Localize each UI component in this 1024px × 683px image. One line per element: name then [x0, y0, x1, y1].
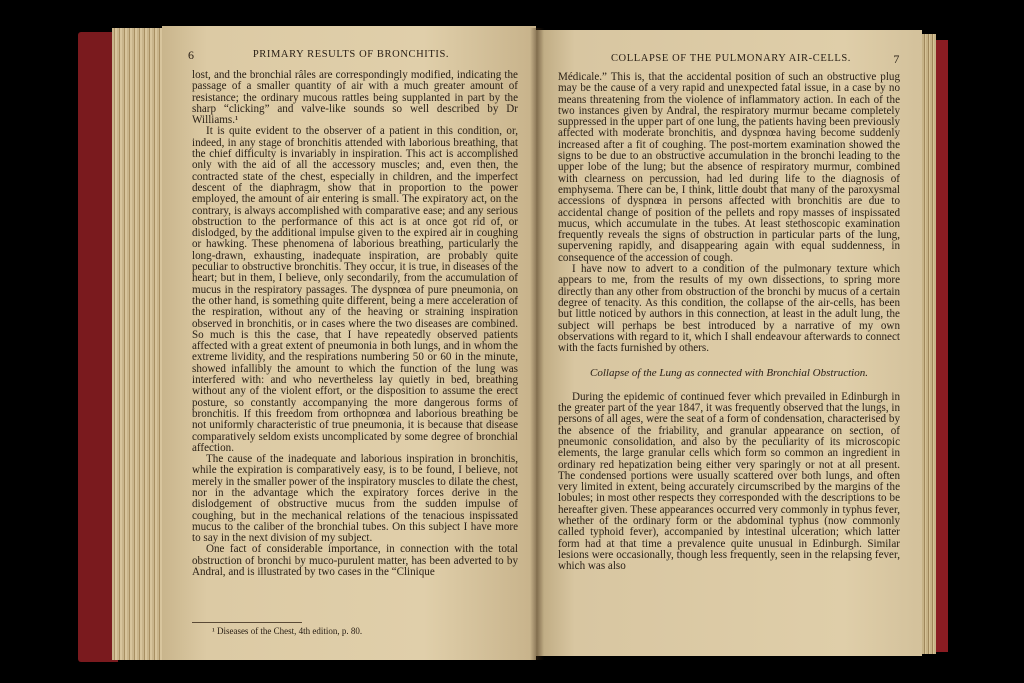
page-edges-left: [112, 28, 166, 660]
footnote: ¹ Diseases of the Chest, 4th edition, p. 80.: [212, 626, 363, 636]
footnote-rule: [192, 622, 302, 623]
paragraph: I have now to advert to a condition of the pulmonary texture which appears to me, from the results of my own dissections, to spring more directly than any other from obstruction of the bronchi by mucus of a certain degree of tenacity. As this condition, the collapse of the air-cells, has been but little noticed by authors in this connection, at least in the adult lung, the subject will perhaps be best introduced by a narrative of my own observations with regard to it, which I shall endeavour afterwards to connect with the facts furnished by others.: [558, 263, 900, 355]
section-subheading: Collapse of the Lung as connected with Bronchial Obstruction.: [590, 367, 868, 380]
right-page-header: [562, 52, 900, 66]
paragraph: Médicale.” This is, that the accidental position of such an obstructive plug may be the cause of a very rapid and unexpected fatal issue, in a case by no means threatening from the violence of inflammatory action. In each of the two instances given by Andral, the respiratory murmur became completely suppressed in the upper part of one lung, the patients having been previously affected with moderate bronchitis, and dyspnœa having become suddenly increased after a fit of coughing. The post-mortem examination showed the signs to be due to an obstructive accumulation in the bronchi leading to the upper lobe of the lung; but the absence of respiratory murmur, combined with clearness on percussion, had led during life to the diagnosis of emphysema. There can be, I think, little doubt that many of the paroxysmal accessions of dyspnœa in persons affected with bronchitis are due to accidental change of position of the pellets and ropy masses of inspissated mucus, which accumulate in the tubes. At least stethoscopic examination frequently reveals the signs of obstruction in particular parts of the lung, supervening rapidly, and disappearing again with equal suddenness, in consequence of the accession of cough.: [558, 71, 900, 264]
open-book: [78, 24, 948, 664]
paragraph: The cause of the inadequate and laborious inspiration in bronchitis, while the expiration is comparatively easy, is to be found, I believe, not merely in the smaller power of the inspiratory muscles to dilate the chest, nor in the advantage which the expiratory forces derive in the dislodgement of obstructive mucus from the sudden impulse of coughing, but in the mechanical relations of the tenacious inspissated mucus to the caliber of the bronchial tubes. On this subject I have more to say in the next division of my subject.: [192, 453, 518, 545]
paragraph: lost, and the bronchial râles are correspondingly modified, indicating the passage of a smaller quantity of air with a much greater amount of resistance; the ordinary mucous rattles being supplanted in part by the sharp “clicking” and valve-like sounds so well described by Dr Williams.¹: [192, 69, 518, 127]
left-page-text: [192, 70, 518, 578]
paragraph: One fact of considerable importance, in connection with the total obstruction of bronchi by muco-purulent matter, has been adverted to by Andral, and is illustrated by two cases in the “Clinique: [192, 543, 518, 579]
running-head: PRIMARY RESULTS OF BRONCHITIS.: [252, 49, 450, 60]
page-number: 6: [188, 48, 195, 62]
left-page-header: [188, 48, 514, 62]
book-gutter: [530, 28, 544, 660]
book-cover-right: [934, 40, 948, 652]
running-head: COLLAPSE OF THE PULMONARY AIR-CELLS.: [610, 53, 852, 64]
paragraph: During the epidemic of continued fever which prevailed in Edinburgh in the greater part of the year 1847, it was frequently observed that the lungs, in persons of all ages, were the seat of a form of condensation, characterised by the absence of the friability, and granular appearance on section, of pneumonic consolidation, and also by the peculiarity of its microscopic elements, the large granular cells which form so common an ingredient in ordinary red hepatization being either very sparingly or not at all present. The condensed portions were usually scattered over both lungs, and often very limited in extent, being accurately circumscribed by the margins of the lobules; in most other respects they corresponded with the descriptions to be hereafter given. These appearances occurred very commonly in typhus fever, whether of the ordinary form or the abdominal typhus (now commonly called typhoid fever), accompanied by intestinal ulceration; which latter form had at that time a prevalence quite unusual in Edinburgh. Similar lesions were occasionally, though less frequently, seen in the relapsing fever, which was also: [558, 390, 900, 573]
paragraph: It is quite evident to the observer of a patient in this condition, or, indeed, in any stage of bronchitis attended with laborious breathing, that the chief difficulty is invariably in inspiration. This act is accomplished only with the aid of all the accessory muscles; and, even then, the contracted state of the chest, especially in children, and the imperfect descent of the diaphragm, show that in proportion to the power employed, the amount of air entering is small. The expiratory act, on the contrary, is always accomplished with comparative ease; and any serious obstruction to the performance of this act is at once got rid of, or dislodged, by the additional impulse given to the expired air in coughing or hawking. These phenomena of laborious breathing, particularly the long-drawn, exhausting, inadequate inspiration, are probably quite peculiar to obstructive bronchitis. They occur, it is true, in diseases of the heart; but in them, I believe, only secondarily, from the accumulation of mucus in the respiratory passages. The dyspnœa of pure pneumonia, on the other hand, is something quite different, being a mere acceleration of the respiration, without any of the heaving or straining inspiration observed in bronchitis, or in cases where the two diseases are combined. So much is this the case, that I have repeatedly observed patients affected with a great extent of pneumonia in both lungs, and in whom the extreme lividity, and the respirations numbering 50 or 60 in the minute, showed infallibly the amount to which the function of the lung was interfered with: and who nevertheless lay quietly in bed, breathing without any of the violent effort, or the disposition to assume the erect posture, so constantly accompanying the more dangerous forms of bronchitis. If this freedom from orthopnœa and laborious breathing be not uniformly characteristic of true pneumonia, it is because that disease comparatively seldom exists uncomplicated by some degree of bronchial affection.: [192, 125, 518, 454]
right-page: [536, 30, 922, 656]
page-number: 7: [893, 52, 900, 66]
right-page-text: [558, 72, 900, 572]
left-page: [162, 26, 536, 660]
